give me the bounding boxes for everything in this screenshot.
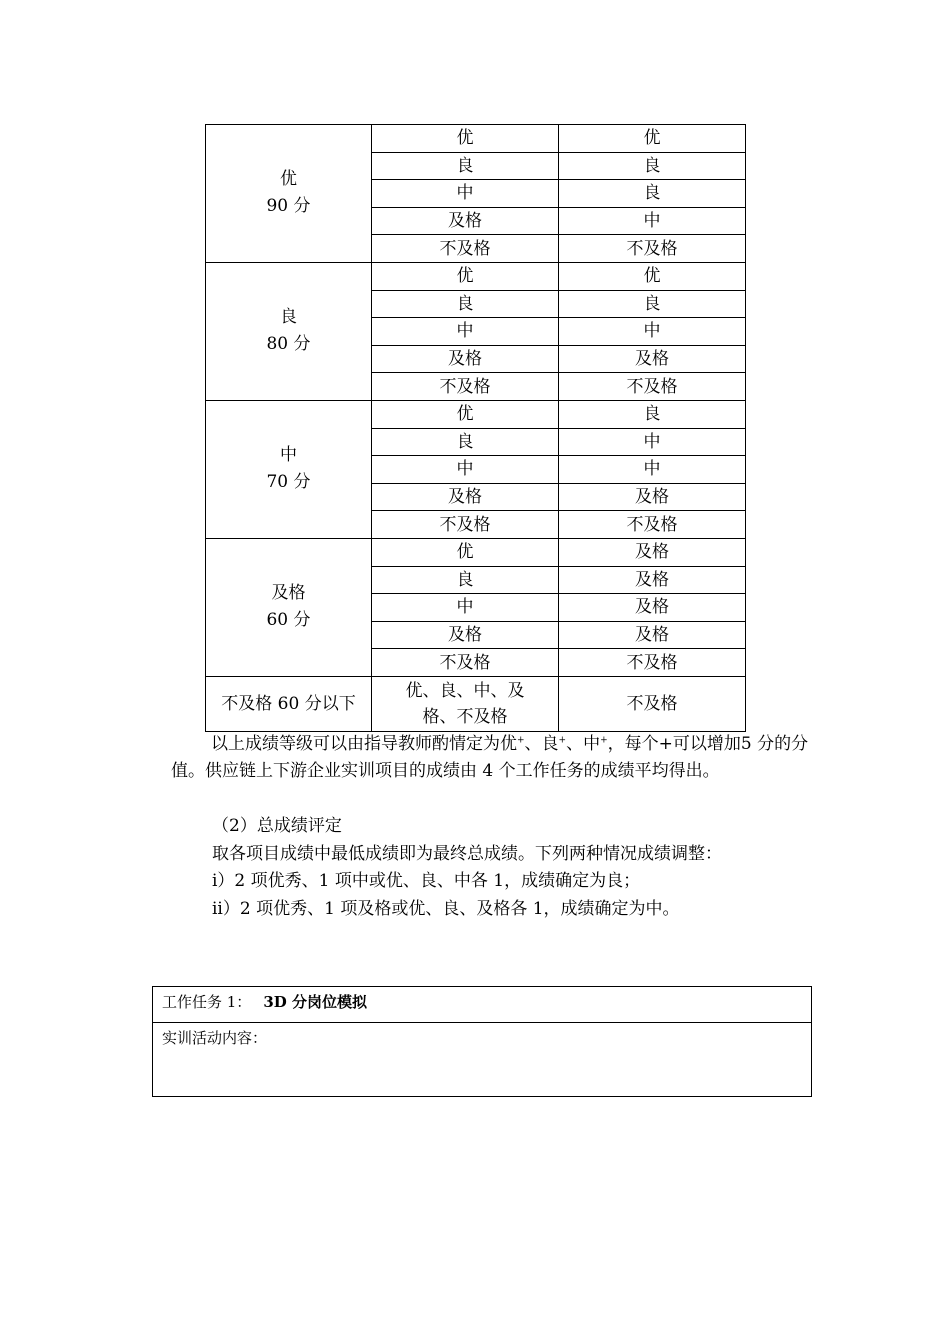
result-grade-cell: 中 <box>559 456 746 484</box>
result-grade-cell: 良 <box>559 290 746 318</box>
task-box <box>152 986 812 1097</box>
result-grade-cell: 中 <box>559 207 746 235</box>
grade-table-row <box>206 125 746 153</box>
task-title: 3D 分岗位模拟 <box>263 993 367 1011</box>
result-grade-cell: 良 <box>559 180 746 208</box>
fail-result-cell: 不及格 <box>559 676 746 731</box>
result-grade-cell: 及格 <box>559 566 746 594</box>
result-grade-cell: 优 <box>559 262 746 290</box>
result-grade-cell: 不及格 <box>559 235 746 263</box>
grade-table-row <box>206 538 746 566</box>
grade-table-row <box>206 400 746 428</box>
item-grade-cell: 不及格 <box>372 373 559 401</box>
result-grade-cell: 及格 <box>559 621 746 649</box>
total-grade-label: 良 <box>280 307 297 328</box>
total-grade-cell <box>206 400 372 538</box>
result-grade-cell: 不及格 <box>559 373 746 401</box>
result-grade-cell: 中 <box>559 428 746 456</box>
grade-adjustment-paragraph: 以上成绩等级可以由指导教师酌情定为优+、良+、中+，每个+可以增加5 分的分值。供应链上下游企业实训项目的成绩由 4 个工作任务的成绩平均得出。 <box>171 734 809 781</box>
total-grade-paragraph: 取各项目成绩中最低成绩即为最终总成绩。下列两种情况成绩调整： <box>212 844 722 864</box>
result-grade-cell: 不及格 <box>559 511 746 539</box>
total-grade-cell <box>206 125 372 263</box>
item-grade-cell: 及格 <box>372 345 559 373</box>
total-grade-score: 70 分 <box>266 472 311 493</box>
section-heading: （2）总成绩评定 <box>212 816 342 836</box>
result-grade-cell: 及格 <box>559 538 746 566</box>
item-grade-cell: 中 <box>372 180 559 208</box>
item-grade-cell: 不及格 <box>372 511 559 539</box>
item-grade-cell: 优 <box>372 262 559 290</box>
item-grade-cell: 优 <box>372 400 559 428</box>
fail-items-line2: 格、不及格 <box>422 706 508 727</box>
fail-items-cell <box>372 676 559 731</box>
result-grade-cell: 及格 <box>559 594 746 622</box>
item-grade-cell: 不及格 <box>372 649 559 677</box>
fail-label-cell: 不及格 60 分以下 <box>206 676 372 731</box>
item-grade-cell: 中 <box>372 456 559 484</box>
item-grade-cell: 不及格 <box>372 235 559 263</box>
result-grade-cell: 及格 <box>559 345 746 373</box>
item-grade-cell: 及格 <box>372 207 559 235</box>
total-grade-label: 及格 <box>271 583 306 604</box>
result-grade-cell: 良 <box>559 400 746 428</box>
task-header-row <box>153 987 811 1023</box>
item-grade-cell: 优 <box>372 125 559 153</box>
item-grade-cell: 优 <box>372 538 559 566</box>
item-grade-cell: 良 <box>372 566 559 594</box>
task-label: 工作任务 1： <box>162 993 252 1011</box>
item-grade-cell: 中 <box>372 318 559 346</box>
grade-conversion-table <box>205 124 746 732</box>
item-grade-cell: 良 <box>372 428 559 456</box>
result-grade-cell: 不及格 <box>559 649 746 677</box>
rule-i: i）2 项优秀、1 项中或优、良、中各 1，成绩确定为良； <box>212 871 641 891</box>
total-grade-label: 中 <box>280 445 297 466</box>
result-grade-cell: 中 <box>559 318 746 346</box>
item-grade-cell: 及格 <box>372 483 559 511</box>
total-grade-score: 80 分 <box>266 334 311 355</box>
total-grade-cell <box>206 262 372 400</box>
total-grade-score: 60 分 <box>266 610 311 631</box>
result-grade-cell: 良 <box>559 152 746 180</box>
total-grade-score: 90 分 <box>266 196 311 217</box>
task-content-row <box>153 1023 811 1049</box>
item-grade-cell: 良 <box>372 290 559 318</box>
rule-ii: ii）2 项优秀、1 项及格或优、良、及格各 1，成绩确定为中。 <box>212 899 680 919</box>
fail-items-line1: 优、良、中、及 <box>405 680 525 701</box>
item-grade-cell: 中 <box>372 594 559 622</box>
grade-table-row-fail <box>206 676 746 731</box>
grade-table-row <box>206 262 746 290</box>
item-grade-cell: 及格 <box>372 621 559 649</box>
total-grade-cell <box>206 538 372 676</box>
result-grade-cell: 及格 <box>559 483 746 511</box>
total-grade-label: 优 <box>280 169 297 190</box>
task-content-label: 实训活动内容： <box>162 1029 268 1047</box>
item-grade-cell: 良 <box>372 152 559 180</box>
result-grade-cell: 优 <box>559 125 746 153</box>
